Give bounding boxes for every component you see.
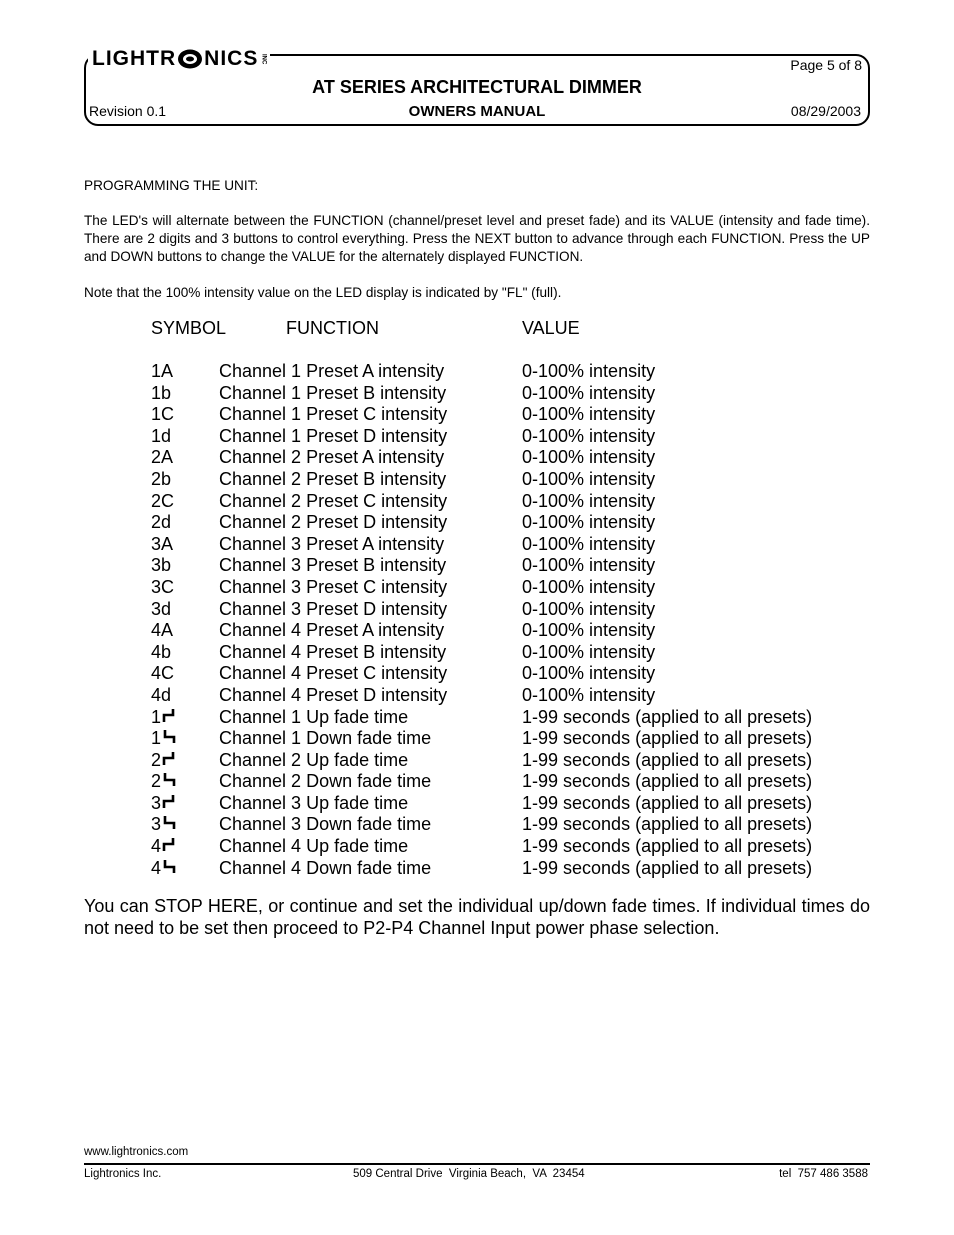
- value-cell: 1-99 seconds (applied to all presets): [522, 814, 813, 835]
- function-cell: Channel 3 Up fade time: [219, 792, 409, 813]
- document-title: AT SERIES ARCHITECTURAL DIMMER: [312, 77, 642, 97]
- logo-text-left: LIGHTR: [92, 47, 177, 70]
- symbol-cell: [151, 469, 171, 490]
- symbol-text: 2A: [151, 447, 174, 468]
- value-cell: 0-100% intensity: [522, 533, 656, 554]
- value-cell: 0-100% intensity: [522, 663, 656, 684]
- symbol-cell: [151, 771, 176, 792]
- section-heading: PROGRAMMING THE UNIT:: [84, 178, 259, 193]
- intro-text: The LED's will alternate between the FUNCTION (channel/preset level and preset fade) and its VALUE (intensity and fade time). There are 2 digits and 3 buttons to control everything. Press the NEXT button to advance through each FUNCTION. Press the UP and DOWN buttons to change the VALUE for the alternately displayed FUNCTION.: [84, 213, 870, 264]
- symbol-cell: [151, 555, 171, 576]
- value-cell: 0-100% intensity: [522, 425, 656, 446]
- value-cell: 0-100% intensity: [522, 361, 656, 381]
- symbol-cell: [151, 383, 171, 404]
- symbol-cell: [151, 577, 174, 598]
- header-function: FUNCTION: [286, 318, 379, 338]
- function-cell: Channel 1 Preset A intensity: [219, 361, 445, 381]
- down-fade-icon: [162, 858, 176, 879]
- symbol-cell: [151, 793, 176, 814]
- function-cell: Channel 4 Preset C intensity: [219, 663, 448, 684]
- value-cell: 0-100% intensity: [522, 598, 656, 619]
- symbol-text: 2: [151, 749, 162, 770]
- up-fade-icon: [162, 707, 176, 728]
- footer-rule: [84, 1163, 870, 1165]
- symbol-text: 1b: [151, 382, 172, 403]
- function-cell: Channel 2 Up fade time: [219, 749, 409, 770]
- value-cell: 1-99 seconds (applied to all presets): [522, 792, 813, 813]
- symbol-text: 4b: [151, 641, 172, 662]
- value-cell: 0-100% intensity: [522, 512, 656, 533]
- footer-url: www.lightronics.com: [84, 1146, 189, 1158]
- function-cell: Channel 4 Preset D intensity: [219, 684, 448, 705]
- function-cell: Channel 3 Preset B intensity: [219, 555, 447, 576]
- symbol-text: 2b: [151, 468, 172, 489]
- logo-inc: INC: [260, 53, 267, 65]
- symbol-text: 1d: [151, 425, 172, 446]
- function-cell: Channel 1 Preset D intensity: [219, 425, 448, 446]
- symbol-cell: [151, 599, 171, 620]
- function-cell: Channel 1 Preset B intensity: [219, 382, 447, 403]
- symbol-cell: [151, 707, 176, 728]
- symbol-cell: [151, 642, 171, 663]
- symbol-text: 3C: [151, 576, 175, 597]
- footer-telephone: tel 757 486 3588: [779, 1168, 868, 1180]
- symbol-cell: [151, 491, 174, 512]
- function-cell: Channel 2 Preset D intensity: [219, 512, 448, 533]
- symbol-cell: [151, 685, 171, 706]
- closing-paragraph: You can STOP HERE, or continue and set the individual up/down fade times. If individual times do not need to be set then proceed to P2-P4 Channel Input power phase selection.: [84, 896, 870, 938]
- up-fade-icon: [162, 750, 176, 771]
- symbol-cell: [151, 858, 176, 879]
- function-cell: Channel 1 Up fade time: [219, 706, 409, 727]
- symbol-text: 1A: [151, 361, 174, 381]
- symbol-cell: [151, 512, 171, 533]
- up-fade-icon: [162, 836, 176, 857]
- function-cell: Channel 1 Down fade time: [219, 728, 432, 749]
- value-cell: 0-100% intensity: [522, 468, 656, 489]
- symbol-cell: [151, 836, 176, 857]
- symbol-text: 4: [151, 836, 162, 857]
- symbol-cell: [151, 750, 176, 771]
- value-cell: 0-100% intensity: [522, 576, 656, 597]
- symbol-cell: [151, 361, 173, 382]
- footer-address: 509 Central Drive Virginia Beach, VA 23454: [353, 1168, 585, 1180]
- symbol-cell: [151, 620, 173, 641]
- revision: Revision 0.1: [89, 103, 167, 119]
- symbol-text: 4d: [151, 684, 172, 705]
- value-cell: 1-99 seconds (applied to all presets): [522, 749, 813, 770]
- value-cell: 0-100% intensity: [522, 447, 656, 468]
- function-cell: Channel 4 Up fade time: [219, 836, 409, 857]
- symbol-cell: [151, 534, 173, 555]
- value-cell: 0-100% intensity: [522, 684, 656, 705]
- symbol-text: 3d: [151, 598, 172, 619]
- value-cell: 1-99 seconds (applied to all presets): [522, 857, 813, 878]
- symbol-text: 2d: [151, 512, 172, 533]
- value-cell: 1-99 seconds (applied to all presets): [522, 728, 813, 749]
- symbol-cell: [151, 447, 173, 468]
- header-symbol: SYMBOL: [151, 318, 227, 338]
- function-cell: Channel 4 Preset A intensity: [219, 620, 445, 641]
- symbol-cell: [151, 426, 171, 447]
- symbol-text: 4A: [151, 620, 174, 641]
- symbol-cell: [151, 404, 174, 425]
- logo-o-icon: [177, 48, 203, 70]
- value-cell: 1-99 seconds (applied to all presets): [522, 706, 813, 727]
- symbol-text: 2C: [151, 490, 175, 511]
- value-cell: 0-100% intensity: [522, 555, 656, 576]
- value-cell: 0-100% intensity: [522, 641, 656, 662]
- symbol-text: 3b: [151, 555, 172, 576]
- function-cell: Channel 2 Preset C intensity: [219, 490, 448, 511]
- value-cell: 1-99 seconds (applied to all presets): [522, 836, 813, 857]
- down-fade-icon: [162, 771, 176, 792]
- symbol-text: 3A: [151, 533, 174, 554]
- down-fade-icon: [162, 728, 176, 749]
- up-fade-icon: [162, 793, 176, 814]
- value-cell: 0-100% intensity: [522, 620, 656, 641]
- symbol-text: 1C: [151, 404, 175, 425]
- function-cell: Channel 3 Preset A intensity: [219, 533, 445, 554]
- intro-paragraph: [84, 212, 870, 266]
- symbol-text: 2: [151, 771, 162, 792]
- function-cell: Channel 2 Down fade time: [219, 771, 432, 792]
- value-cell: 1-99 seconds (applied to all presets): [522, 771, 813, 792]
- function-cell: Channel 4 Preset B intensity: [219, 641, 447, 662]
- header-value: VALUE: [522, 318, 580, 338]
- value-cell: 0-100% intensity: [522, 490, 656, 511]
- document-subtitle: OWNERS MANUAL: [408, 103, 546, 120]
- page-number: Page 5 of 8: [790, 57, 862, 73]
- document-date: 08/29/2003: [790, 103, 861, 119]
- function-cell: Channel 2 Preset B intensity: [219, 468, 447, 489]
- down-fade-icon: [162, 814, 176, 835]
- symbol-cell: [151, 814, 176, 835]
- symbol-text: 3: [151, 792, 162, 813]
- company-logo: [88, 44, 270, 74]
- symbol-cell: [151, 663, 174, 684]
- value-cell: 0-100% intensity: [522, 404, 656, 425]
- symbol-text: 1: [151, 728, 162, 749]
- note-text: Note that the 100% intensity value on the LED display is indicated by "FL" (full).: [84, 285, 562, 300]
- function-cell: Channel 4 Down fade time: [219, 857, 432, 878]
- symbol-text: 4: [151, 857, 162, 878]
- logo-text-right: NICS: [204, 47, 259, 70]
- function-cell: Channel 3 Preset D intensity: [219, 598, 448, 619]
- symbol-cell: [151, 728, 176, 749]
- function-cell: Channel 2 Preset A intensity: [219, 447, 445, 468]
- symbol-text: 3: [151, 814, 162, 835]
- function-cell: Channel 3 Preset C intensity: [219, 576, 448, 597]
- value-cell: 0-100% intensity: [522, 382, 656, 403]
- symbol-text: 1: [151, 706, 162, 727]
- symbol-text: 4C: [151, 663, 175, 684]
- function-cell: Channel 1 Preset C intensity: [219, 404, 448, 425]
- function-cell: Channel 3 Down fade time: [219, 814, 432, 835]
- footer-company: Lightronics Inc.: [84, 1168, 162, 1180]
